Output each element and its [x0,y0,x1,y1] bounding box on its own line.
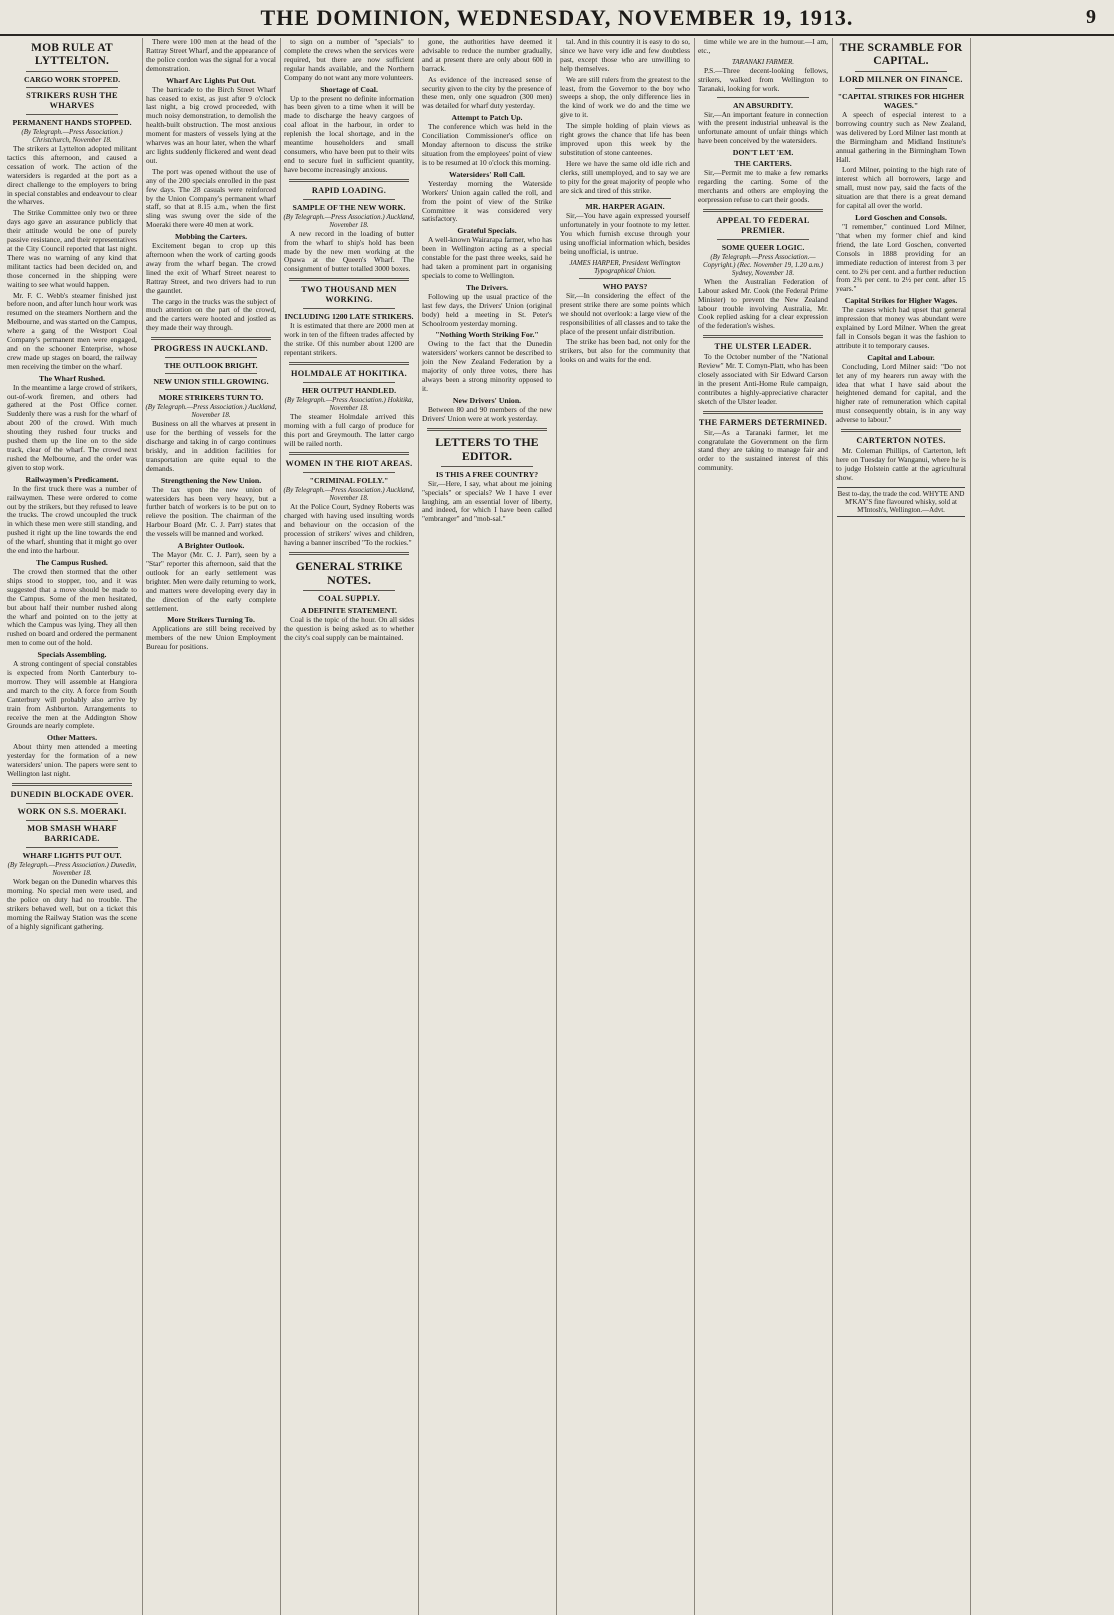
subheadline: IS THIS A FREE COUNTRY? [435,469,539,479]
subheadline: MORE STRIKERS TURN TO. [158,393,264,403]
paragraph: In the first truck there was a number of railwaymen. These were ordered to come out by the strikers, but they refused to leave the trucks. The crowd uncoupled the truck in which these men were still standing, and pushed it right up the line towards the end of the wharf, shunting that it might go over the end into the harbour. [7,483,137,556]
paragraph: At the Police Court, Sydney Roberts was charged with having used insulting words and behaviour on the occasion of the procession of strikers' wives and children, having a banner inscribed "To the rockies." [284,502,414,548]
paragraph: Between 80 and 90 members of the new Drivers' Union were at work yesterday. [422,404,552,423]
column-5 [556,38,693,1615]
divider [26,87,118,88]
column-7 [832,38,969,1615]
paragraph: The causes which had upset that general impression that money was abundant were explained by Lord Milner. When the great fall in Consols began it was the fashion to attribute it to temporary causes. [836,305,966,350]
masthead-title: THE DOMINION, WEDNESDAY, NOVEMBER 19, 1913. [260,5,854,30]
section-heading: Specials Assembling. [37,650,107,660]
paragraph: The crowd then stormed that the other ships stood to stopper, too, and it was suggested that a move should be made to the Campus. Some of the men hesitated, but about half their number rushed along the wharf and pointed on to the jetty at which the Campus was lying. They all then rushed on board and ordered the permanent men to come out of the hold. [7,566,137,648]
headline: THE FARMERS DETERMINED. [698,417,828,427]
divider [12,783,132,786]
column-2 [142,38,279,1615]
paragraph: Here we have the same old idle rich and clerks, still unemployed, and to say we are to pity for the great majority of people who are sick and tired of this strike. [560,158,690,195]
paragraph: Applications are still being received by members of the new Union Employment Bureau for positions. [146,624,276,652]
divider [289,278,409,281]
paragraph: Mr. Coleman Phillips, of Carterton, left here on Tuesday for Wanganui, where he is to judge Holstein cattle at the agricultural show. [836,446,966,482]
section-heading: Capital Strikes for Higher Wages. [844,296,958,306]
headline: RAPID LOADING. [311,185,387,195]
paragraph: gone, the authorities have deemed it advisable to reduce the number gradually, and at present there are only about 600 in barrack. [422,38,552,73]
paragraph: When the Australian Federation of Labour asked Mr. Cook (the Federal Prime Minister) to prevent the New Zealand labour trouble involving Australia, Mr. Cook replied asking for a clear expression of the federation's wishes. [698,276,828,331]
divider [289,362,409,365]
paragraph: We are still rulers from the greatest to the least, from the Governor to the boy who sweeps a shop, the only difference lies in the kind of work we do and the time we give to it. [560,74,690,120]
section-heading: Wharf Arc Lights Put Out. [166,75,256,85]
subheadline: WORK ON S.S. MOERAKI. [17,807,127,816]
section-heading: New Drivers' Union. [452,395,522,405]
divider [289,179,409,182]
letter-heading: THE CARTERS. [734,159,792,169]
section-heading: Lord Goschen and Consols. [855,212,947,222]
paragraph: Sir,—Here, I say, what about me joining "specials" or specials? We I have I ever laughing, am an essential lover of liberty, and indeed, for which I have been called "embranger" and "mob-sal." [422,478,552,524]
dateline: (By Telegraph.—Press Association.) Auckland, November 18. [283,486,415,503]
paragraph: to sign on a number of "specials" to complete the crews when the services were required, but there are now sufficient regular hands available, and the Northern Company do not want any more volunteers. [284,38,414,82]
subheadline: NEW UNION STILL GROWING. [153,377,269,387]
paragraph: About thirty men attended a meeting yesterday for the formation of a new watersiders' union. The papers were sent to Wellington last night. [7,742,137,779]
paragraph: As evidence of the increased sense of security given to the city by the presence of these men, only one squadron (300 men) was detailed for wharf duty yesterday. [422,74,552,111]
headline: THE SCRAMBLE FOR CAPITAL. [839,42,963,67]
paragraph: tal. And in this country it is easy to do so, since we have very idle and few doubtless past, except those who are unwilling to help themselves. [560,38,690,73]
paragraph: Yesterday morning the Waterside Workers' Union again called the roll, and from the point of view of the Strike Committee it was considered very satisfactory. [422,178,552,224]
paragraph: The Strike Committee only two or three days ago gave an assurance publicly that their attitude would be one of purely passive resistance, and their representatives at the City Council reported that last night. There was no warning of any kind that militant tactics had been decided on, and those concerned in the shipping were waiting to see what would happen. [7,208,137,289]
paragraph: Lord Milner, pointing to the high rate of interest which all borrowers, large and small, must now pay, said the facts of the situation are that there is a great demand for capital all over the world. [836,165,966,211]
paragraph: A speech of especial interest to a borrowing country such as New Zealand, was delivered by Lord Milner last month at the Birmingham and Midland Institute's annual gathering in the Birmingham Town Hall. [836,110,966,164]
subheadline: THE OUTLOOK BRIGHT. [164,361,258,371]
advertisement: Best to-day, the trade the cod. WHYTE AND M'KAY'S fine flavoured whisky, sold at M'Intosh's, Wellington.—Advt. [837,487,965,517]
headline: GENERAL STRIKE NOTES. [295,559,403,587]
signature: JAMES HARPER, President Wellington Typographical Union. [569,258,681,275]
dateline: (By Telegraph.—Press Association.) Dunedin, November 18. [7,861,137,877]
column-8 [970,38,1111,1615]
divider [165,373,257,374]
divider [855,71,947,72]
divider [26,847,118,848]
headline: WOMEN IN THE RIOT AREAS. [285,459,413,469]
paragraph: Coal is the topic of the hour. On all sides the question is being asked as to whether the city's coal supply can be maintained. [284,615,414,642]
paragraph: The strikers at Lyttelton adopted militant tactics this afternoon, and caused a cessation of work. The action of the watersiders is regarded at the port as a direct challenge to the employers to bring in special constables and endeavour to clear the wharves. [7,144,137,207]
subheadline: HER OUTPUT HANDLED. [301,385,397,395]
divider [579,198,671,199]
article-columns [4,38,1110,1615]
paragraph: P.S.—Three decent-looking fellows, strikers, walked from Wellington to Taranaki, looking for work. [698,65,828,93]
section-heading: Shortage of Coal. [320,84,378,94]
letter-heading: WHO PAYS? [602,281,648,291]
paragraph: A strong contingent of special constables is expected from North Canterbury to-morrow. They will assemble at Hangiora and march to the city. A force from South Canterbury will probably also arrive by train from Ashburton. Arrangements to receive the men at the Addington Show Grounds are nearly complete. [7,659,137,731]
divider [579,278,671,279]
divider [303,472,395,473]
subheadline: SAMPLE OF THE NEW WORK. [292,202,406,212]
paragraph: The cargo in the trucks was the subject of much attention on the part of the crowd, and the carters were hooted and jostled as they made their way through. [146,296,276,333]
divider [303,199,395,200]
subheadline: MOB SMASH WHARF BARRICADE. [27,824,117,843]
section-heading: Capital and Labour. [867,352,935,362]
paragraph: The barricade to the Birch Street Wharf has ceased to exist, as just after 9 o'clock last night, a big crowd proceeded, with much noisy demonstration, to demolish the health-built obstruction. The most anxious moment for masters of vessels lying at the wharves was an hour later, when the wharf arc lights suddenly flickered and went dead out. [146,84,276,165]
divider [151,337,271,340]
divider [26,114,118,115]
dateline: (By Telegraph.—Press Association.) Hokitika, November 18. [284,395,414,412]
divider [717,239,809,240]
letter-heading: AN ABSURDITY. [733,100,793,110]
section-heading: A DEFINITE STATEMENT. [301,606,397,615]
paragraph: A new record in the loading of butter from the wharf to ship's hold has been made by the new men working at the Opawa at the Queen's Wharf. The consignment of butter totalled 3000 boxes. [284,228,414,274]
divider [26,803,118,804]
paragraph: Sir,—An important feature in connection with the present industrial unheaval is the unfortunate amount of unfair things which have been conceived by the watersiders. [698,109,828,146]
headline: APPEAL TO FEDERAL PREMIER. [716,215,810,235]
section-heading: Other Matters. [46,733,98,743]
paragraph: A well-known Wairarapa farmer, who has been in Wellington acting as a special constable for the past three weeks, said he had taken a prominent part in organising specials to come to Wellington. [422,235,552,280]
divider [703,209,823,212]
column-1 [4,38,140,1615]
signature: TARANAKI FARMER. [732,57,794,66]
page-number: 9 [1086,6,1096,28]
subheadline: PERMANENT HANDS STOPPED. [12,118,132,127]
paragraph: There were 100 men at the head of the Rattray Street Wharf, and the appearance of the police cordon was the signal for a vocal demonstration. [146,38,276,73]
column-6 [694,38,831,1615]
subheadline: SOME QUEER LOGIC. [721,242,805,252]
paragraph: Work began on the Dunedin wharves this morning. No special men were used, and the police on duty had no trouble. The strikers behaved well, but on a ticket this morning the Railway Station was the scene of a highly significant gathering. [7,877,137,931]
column-3 [280,38,417,1615]
divider [427,428,547,431]
dateline: (By Telegraph.—Press Association.—Copyright.) (Rec. November 19, 1.20 a.m.) Sydney, November 18. [703,252,823,277]
section-heading: Grateful Specials. [457,226,517,236]
paragraph: Sir,—You have again expressed yourself unfortunately in your footnote to my letter. You which furnish excuse through your using unofficial information which, besides being unofficial, is untrue. [560,211,690,257]
letter-heading: DON'T LET 'EM. [732,148,794,158]
headline: HOLMDALE AT HOKITIKA. [291,368,407,378]
headline: LETTERS TO THE EDITOR. [435,434,539,463]
headline: CARTERTON NOTES. [856,436,946,446]
paragraph: Business on all the wharves at present in use for the berthing of vessels for the discharge and taking in of cargo continues briskly, and in addition facilities for transportation are quite equal to the demands. [146,419,276,473]
dateline: (By Telegraph.—Press Association.) Christchurch, November 18. [21,128,123,144]
headline: THE ULSTER LEADER. [714,342,812,352]
subheadline: LORD MILNER ON FINANCE. [839,75,963,84]
section-heading: The Campus Rushed. [36,557,108,567]
masthead [0,0,1114,36]
headline: MOB RULE AT LYTTELTON. [31,42,113,67]
headline: PROGRESS IN AUCKLAND. [154,344,268,354]
paragraph: Owing to the fact that the Dunedin watersiders' workers cannot be described to join the New Zealand Federation by a majority of only three votes, there has always been a strong minority opposed to it. [422,339,552,393]
paragraph: The steamer Holmdale arrived this morning with a full cargo of produce for this port and Greymouth. The latter cargo will be railed north. [284,411,414,448]
section-heading: The Drivers. [465,282,508,292]
paragraph: Sir,—Permit me to make a few remarks regarding the carting. Some of the merchants and others are employing the eorpression refuse to cart their goods. [698,168,828,204]
divider [26,820,118,821]
subheadline: "CRIMINAL FOLLY." [309,476,389,486]
subheadline: STRIKERS RUSH THE WHARVES [26,91,118,110]
divider [717,97,809,98]
paragraph: Excitement began to crop up this afternoon when the work of carting goods away from the wharf began. The crowd lined the exit of Wharf Street nearest to Rattray Street, and two drivers had to run the gauntlet. [146,241,276,295]
subheadline: CARGO WORK STOPPED. [23,75,121,84]
subheadline: COAL SUPPLY. [317,594,380,603]
paragraph: Sir,—As a Taranaki farmer, let me congratulate the Government on the firm stand they are taking to manage fair and order to the sustained interest of this community. [698,427,828,473]
divider [303,382,395,383]
section-heading: Attempt to Patch Up. [451,113,523,123]
paragraph: Up to the present no definite information has been given to a time when it will be made to discharge the heavy cargoes of coal afloat in the harbour, in order to replenish the local shortage, and in the meantime householders and small consumers, who have been put to their wits end to secure fuel in sufficient quantity, have become increasingly anxious. [284,93,414,174]
section-heading: "Nothing Worth Striking For." [435,330,539,340]
paragraph: In the meantime a large crowd of strikers, out-of-work firemen, and others had gathered at the Post Office corner. Suddenly there was a rush for the wharf of about 200 of the crowd. With much shouting they rushed four trucks and pushed them up the line on to the side track, clear of the wharf. The crowd next rushed the Melbourne, and the order was given to stop work. [7,382,137,472]
divider [289,452,409,455]
divider [303,590,395,591]
divider [703,335,823,338]
divider [841,429,961,432]
divider [855,88,947,89]
paragraph: The port was opened without the use of any of the 200 specials enrolled in the past few days. The 28 casuals were reinforced by the Union Company's permanent wharf staff, so that at 8.15 a.m., when the first sling was swung over the side of the Moeraki there were 40 men at work. [146,166,276,230]
paragraph: Following up the usual practice of the last few days, the Drivers' Union (original body) held a meeting in St. Peter's Schoolroom yesterday morning. [422,291,552,328]
paragraph: To the October number of the "National Review" Mr. T. Comyn-Platt, who has been closely associated with Sir Edward Carson in the present Anti-Home Rule campaign, contributes a highly-appreciative character sketch of the Ulster leader. [698,352,828,406]
paragraph: The tax upon the new union of watersiders has been very heavy, but a further batch of workers is to be put on to relieve the position. The chairman of the Harbour Board (Mr. C. J. Parr) states that the vessels will be manned and worked. [146,484,276,539]
section-heading: Watersiders' Roll Call. [448,169,525,179]
paragraph: Sir,—In considering the effect of the present strike there are some points which we should not overlook: a large view of the responsibilities of all classes and to take the place of the present unfair distribution. [560,290,690,336]
letter-heading: MR. HARPER AGAIN. [585,202,665,212]
section-heading: Strengthening the New Union. [160,475,262,485]
paragraph: "I remember," continued Lord Milner, "that when my former chief and kind friend, the late Lord Goschen, converted Consols in 1888 providing for an immediate reduction of interest from 3 per cent. to 2¾ per cent. and a further reduction from 2¾ per cent. to 2½ per cent. after 15 years." [836,221,966,294]
subheadline: "CAPITAL STRIKES FOR HIGHER WAGES." [837,92,965,110]
dateline: (By Telegraph.—Press Association.) Auckland, November 18. [145,403,277,420]
divider [441,466,533,467]
paragraph: The Mayor (Mr. C. J. Parr), seen by a "Star" reporter this afternoon, said that the outlook for an early settlement was brighter. Men were daily returning to work, and matters were developing every day in the direction of the early complete settlement. [146,550,276,613]
section-heading: Railwaymen's Predicament. [25,474,119,484]
divider [26,71,118,72]
headline: TWO THOUSAND MEN WORKING. [301,285,397,305]
dateline: (By Telegraph.—Press Association.) Auckland, November 18. [283,212,415,229]
divider [289,552,409,555]
divider [303,308,395,309]
paragraph: Concluding, Lord Milner said: "Do not let any of my hearers run away with the idea that what I have said about the heightened demand for capital, and the higher rate of remuneration which capital must consequently obtain, is in any way adverse to labour." [836,361,966,425]
paragraph: The strike has been bad, not only for the strikers, but also for the community that looks on and waits for the end. [560,337,690,365]
divider [703,411,823,414]
section-heading: Mobbing the Carters. [174,232,248,242]
subheadline: INCLUDING 1200 LATE STRIKERS. [284,312,414,322]
column-4 [418,38,555,1615]
subheadline: WHARF LIGHTS PUT OUT. [22,851,122,860]
section-heading: The Wharf Rushed. [39,373,105,383]
divider [165,389,257,390]
section-heading: More Strikers Turning To. [167,615,255,625]
section-heading: A Brighter Outlook. [177,541,245,551]
paragraph: Mr. F. C. Webb's steamer finished just before noon, and after lunch hour work was resumed on the steamers Northern and the Melbourne, and was started on the Campus, where a gang of the Westport Coal Company's permanent men were engaged, and on the schooner Enterprise, whose crew made up stages on board, the railway men receiving the timber on the wharf. [7,290,137,371]
paragraph: It is estimated that there are 2000 men at work in ten of the fifteen trades affected by the strike. Of this number about 1200 are repentant strikers. [284,321,414,357]
paragraph: The simple holding of plain views as right grows the chance that life has been improved upon this week by the substitution of stone canteenes. [560,121,690,157]
divider [165,357,257,358]
paragraph: time while we are in the humour.—I am, etc., [698,38,828,55]
paragraph: The conference which was held in the Conciliation Commissioner's office on Monday afternoon to discuss the strike situation from the employees' point of view is to be resumed at 10 o'clock this morning. [422,122,552,167]
headline: DUNEDIN BLOCKADE OVER. [10,790,134,799]
